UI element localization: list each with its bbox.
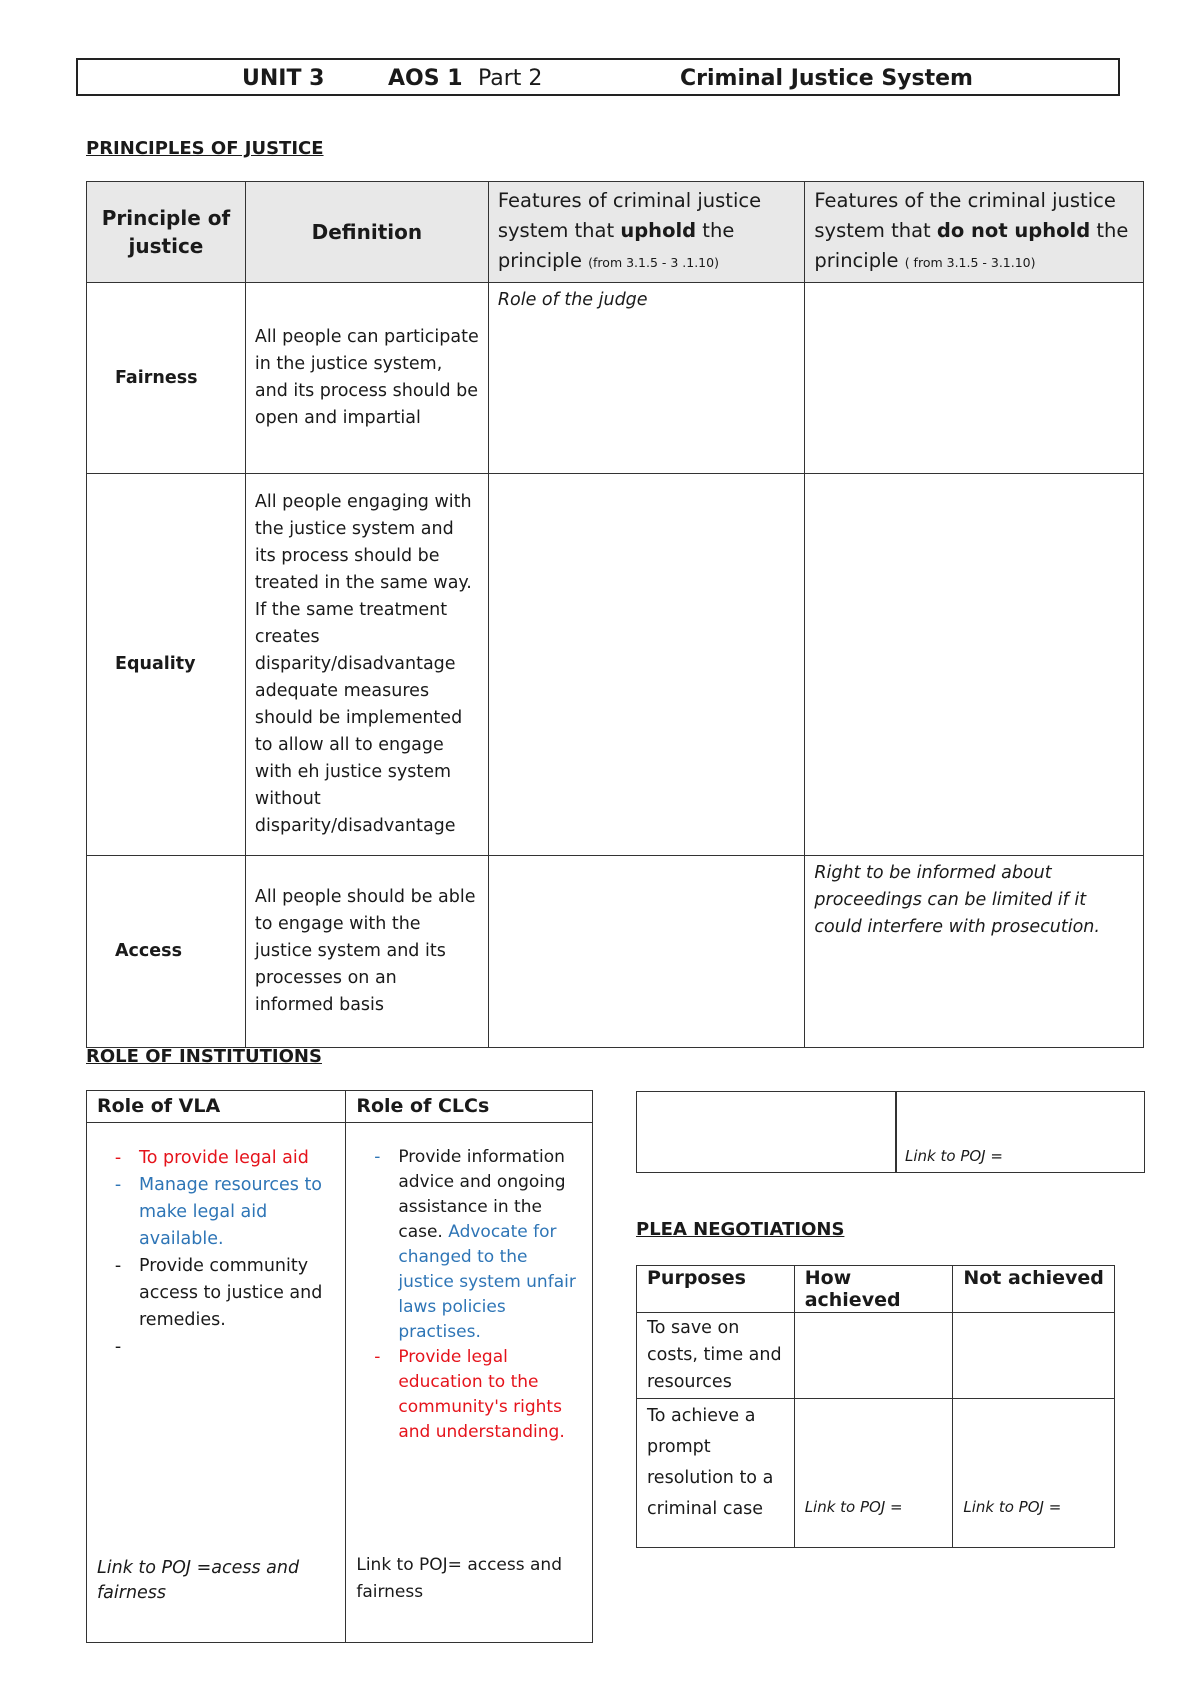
principle-definition: All people can participate in the justice system, and its process should be open and impartial: [245, 283, 488, 474]
list-item: - Provide information advice and ongoing assistance in the case. Advocate for changed to the justice system unfair laws policies practises.: [374, 1147, 576, 1342]
not-uphold-cell: [805, 474, 1144, 856]
title-box: [76, 58, 1120, 96]
col-uphold: Features of criminal justice system that uphold the principle (from 3.1.5 - 3 .1.10): [488, 182, 805, 283]
plea-col-purposes: Purposes: [637, 1266, 795, 1313]
clc-header: Role of CLCs: [346, 1091, 593, 1123]
list-item: - Manage resources to make legal aid available.: [114, 1175, 323, 1249]
table-row: [637, 1399, 1115, 1548]
principles-header-row: [87, 182, 1144, 283]
institutions-heading: ROLE OF INSTITUTIONS: [86, 1046, 322, 1067]
principle-name: Access: [87, 856, 246, 1048]
uphold-cell: [488, 474, 805, 856]
principles-heading: PRINCIPLES OF JUSTICE: [86, 138, 324, 159]
col-principle: Principle of justice: [87, 182, 246, 283]
blank-link-box: [636, 1091, 1145, 1173]
plea-how-poj-link: Link to POJ =: [804, 1498, 903, 1516]
aos-label: AOS 1: [388, 66, 463, 91]
institutions-header-row: [87, 1091, 593, 1123]
plea-how-cell: [794, 1313, 953, 1399]
plea-header-row: [637, 1266, 1115, 1313]
vla-list: - To provide legal aid - Manage resources to make legal aid available. - Provide community access to justice and remedies. -: [97, 1145, 335, 1334]
plea-purpose: To save on costs, time and resources: [637, 1313, 795, 1399]
list-item: - Provide community access to justice and remedies.: [114, 1256, 323, 1330]
part-label: Part 2: [478, 66, 543, 91]
col-not-uphold: Features of the criminal justice system that do not uphold the principle ( from 3.1.5 - 3.1.10): [805, 182, 1144, 283]
clc-list: [356, 1145, 582, 1445]
principle-name: Equality: [87, 474, 246, 856]
institutions-table: [86, 1090, 593, 1643]
plea-col-not: Not achieved: [953, 1266, 1115, 1313]
col-definition: Definition: [245, 182, 488, 283]
vla-cell: [87, 1123, 346, 1643]
list-item: - To provide legal aid: [114, 1148, 309, 1168]
vla-header: Role of VLA: [87, 1091, 346, 1123]
principle-name: Fairness: [87, 283, 246, 474]
plea-not-cell: [953, 1313, 1115, 1399]
principle-definition: All people engaging with the justice system and its process should be treated in the same way. If the same treatment creates disparity/disadvantage adequate measures should be implemented to allow all to engage with eh justice system without disparity/disadvantage: [245, 474, 488, 856]
list-item: - Provide legal education to the community's rights and understanding.: [374, 1347, 565, 1442]
document-title: Criminal Justice System: [680, 66, 973, 91]
table-row: [87, 474, 1144, 856]
blank-box-poj-link: Link to POJ =: [905, 1147, 1003, 1165]
vla-poj-link: Link to POJ =acess and fairness: [97, 1558, 300, 1603]
unit-label: UNIT 3: [242, 66, 325, 91]
table-row: [87, 856, 1144, 1048]
plea-heading: PLEA NEGOTIATIONS: [636, 1219, 845, 1240]
plea-table: [636, 1265, 1115, 1548]
uphold-cell: Role of the judge: [488, 283, 805, 474]
principles-table: [86, 181, 1144, 1048]
clc-poj-link: Link to POJ= access and fairness: [356, 1555, 562, 1602]
plea-not-poj-link: Link to POJ =: [963, 1498, 1062, 1516]
not-uphold-cell: [805, 283, 1144, 474]
table-row: [87, 283, 1144, 474]
principle-definition: All people should be able to engage with the justice system and its processes on an informed basis: [245, 856, 488, 1048]
plea-how-cell: [794, 1399, 953, 1548]
plea-col-how: How achieved: [794, 1266, 953, 1313]
plea-purpose: To achieve a prompt resolution to a criminal case: [637, 1399, 795, 1548]
table-row: [637, 1313, 1115, 1399]
plea-not-cell: [953, 1399, 1115, 1548]
uphold-cell: [488, 856, 805, 1048]
box-divider: [895, 1092, 897, 1172]
institutions-body-row: [87, 1123, 593, 1643]
not-uphold-cell: Right to be informed about proceedings can be limited if it could interfere with prosecution.: [805, 856, 1144, 1048]
clc-cell: [346, 1123, 593, 1643]
